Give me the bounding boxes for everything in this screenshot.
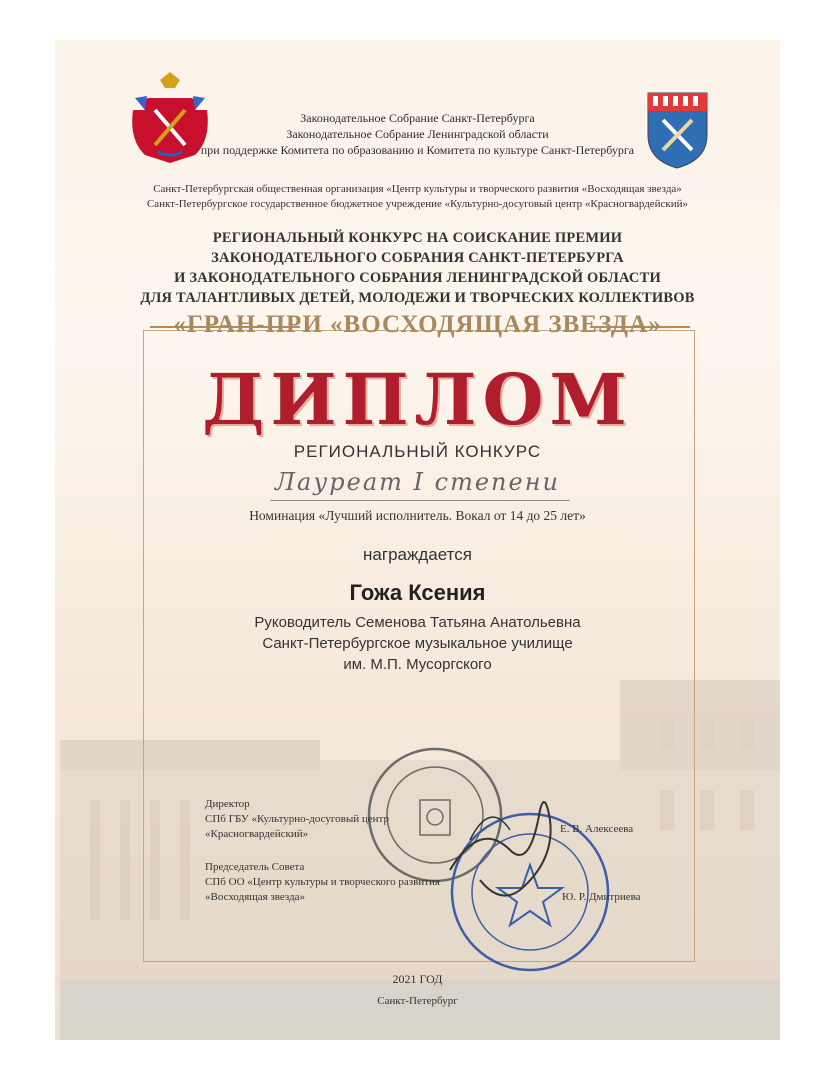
leader-line: Руководитель Семенова Татьяна Анатольевна <box>254 614 581 631</box>
chair-line-1: Председатель Совета <box>205 861 305 873</box>
school-line-1: Санкт-Петербургское музыкальное училище <box>262 635 573 652</box>
recipient-name: Гожа Ксения <box>349 580 486 605</box>
chair-line-3: «Восходящая звезда» <box>205 891 306 903</box>
header-line-1: Законодательное Собрание Санкт-Петербурга <box>300 111 535 125</box>
director-line-2: СПб ГБУ «Культурно-досуговый центр <box>205 813 389 825</box>
degree-underline <box>270 500 570 501</box>
director-line-1: Директор <box>205 798 250 810</box>
diploma-subtitle: РЕГИОНАЛЬНЫЙ КОНКУРС <box>293 442 542 461</box>
school-line-2: им. М.П. Мусоргского <box>343 656 492 673</box>
header-line-3: при поддержке Комитета по образованию и Комитета по культуре Санкт-Петербурга <box>200 143 635 157</box>
signature-icon <box>440 780 580 920</box>
contest-line-4: ДЛЯ ТАЛАНТЛИВЫХ ДЕТЕЙ, МОЛОДЕЖИ И ТВОРЧЕСКИХ КОЛЛЕКТИВОВ <box>140 290 695 306</box>
director-name: Е. В. Алексеева <box>560 823 634 835</box>
contest-line-2: ЗАКОНОДАТЕЛЬНОГО СОБРАНИЯ САНКТ-ПЕТЕРБУРГА <box>211 250 624 266</box>
awarded-label: награждается <box>363 545 472 564</box>
footer-year: 2021 ГОД <box>392 972 443 986</box>
chair-line-2: СПб ОО «Центр культуры и творческого развития <box>205 876 440 888</box>
chair-name: Ю. Р. Дмитриева <box>562 891 641 903</box>
contest-line-1: РЕГИОНАЛЬНЫЙ КОНКУРС НА СОИСКАНИЕ ПРЕМИИ <box>212 230 623 246</box>
diploma-title: ДИПЛОМ <box>202 358 633 441</box>
director-line-3: «Красногвардейский» <box>205 828 309 840</box>
organizer-line-1: Санкт-Петербургская общественная организация «Центр культуры и творческого развития «Восходящая звезда» <box>153 183 682 195</box>
footer-city: Санкт-Петербург <box>377 995 458 1007</box>
nomination-line: Номинация «Лучший исполнитель. Вокал от 14 до 25 лет» <box>249 508 586 523</box>
contest-line-3: И ЗАКОНОДАТЕЛЬНОГО СОБРАНИЯ ЛЕНИНГРАДСКОЙ ОБЛАСТИ <box>174 270 661 286</box>
organizer-line-2: Санкт-Петербургское государственное бюджетное учреждение «Культурно-досуговый центр «Красногвардейский» <box>146 198 689 210</box>
header-line-2: Законодательное Собрание Ленинградской области <box>286 127 549 141</box>
grand-prix-title: «ГРАН-ПРИ «ВОСХОДЯЩАЯ ЗВЕЗДА» <box>173 311 662 338</box>
degree-handwritten: Лауреат I степени <box>275 468 560 496</box>
